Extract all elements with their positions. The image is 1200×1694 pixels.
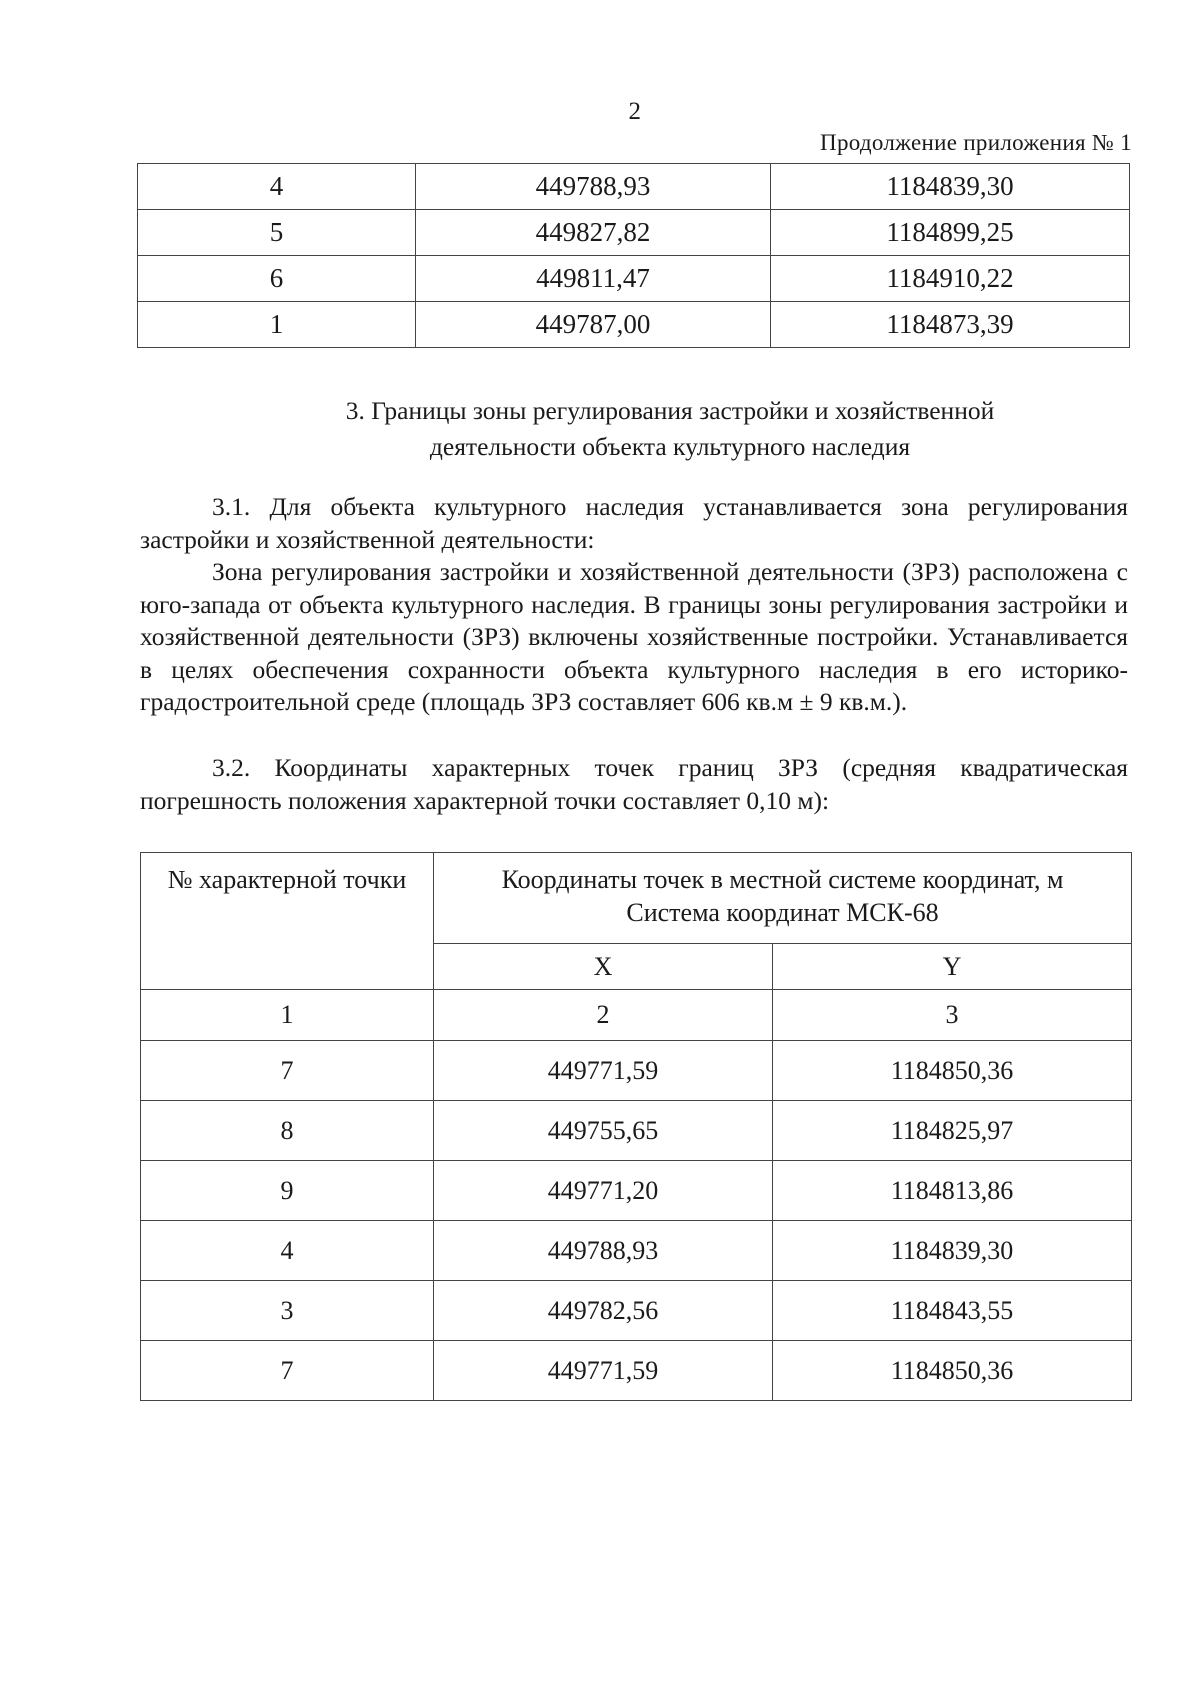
point-number: 5 — [138, 210, 416, 256]
table-row — [141, 1281, 1132, 1341]
coord-y: 1184899,25 — [771, 210, 1130, 256]
coord-y: 1184839,30 — [773, 1221, 1132, 1281]
top-coordinates-table — [137, 163, 1130, 348]
table-row — [138, 210, 1130, 256]
paragraph-3-2: 3.2. Координаты характерных точек границ ЗРЗ (средняя квадратическая погрешность положения характерной точки составляет 0,10 м): — [140, 753, 1128, 815]
header-coordinates — [434, 853, 1132, 944]
coord-y: 1184873,39 — [771, 302, 1130, 348]
coord-x: 449755,65 — [434, 1101, 773, 1161]
table-row — [141, 1101, 1132, 1161]
coord-x: 449811,47 — [416, 256, 771, 302]
coord-x: 449788,93 — [434, 1221, 773, 1281]
header-point-number: № характерной точки — [141, 853, 434, 990]
column-index-row — [141, 990, 1132, 1041]
table-row — [141, 1221, 1132, 1281]
point-number: 3 — [141, 1281, 434, 1341]
point-number: 8 — [141, 1101, 434, 1161]
point-number: 9 — [141, 1161, 434, 1221]
coord-x: 449771,59 — [434, 1341, 773, 1401]
coord-y: 1184813,86 — [773, 1161, 1132, 1221]
point-number: 4 — [141, 1221, 434, 1281]
header-y: Y — [773, 944, 1132, 990]
table-header-row — [141, 853, 1132, 944]
table-row — [138, 302, 1130, 348]
header-coordinates-line1: Координаты точек в местной системе координат, м — [501, 865, 1064, 894]
appendix-note: Продолжение приложения № 1 — [820, 130, 1132, 155]
section-heading-line2: деятельности объекта культурного наследия — [429, 432, 911, 461]
paragraph-3-1: 3.1. Для объекта культурного наследия устанавливается зона регулирования застройки и хозяйственной деятельности: — [140, 492, 1128, 554]
zrz-coordinates-table — [140, 852, 1132, 1401]
paragraph-zone-description: Зона регулирования застройки и хозяйственной деятельности (ЗРЗ) расположена с юго-запада от объекта культурного наследия. В границы зоны регулирования застройки и хозяйственной деятельности (ЗРЗ) включены хозяйственные постройки. Устанавливается в целях обеспечения сохранности объекта культурного наследия в его историко-градостроительной среде (площадь ЗРЗ составляет 606 кв.м ± 9 кв.м.). — [140, 557, 1128, 716]
coord-y: 1184839,30 — [771, 164, 1130, 210]
point-number: 7 — [141, 1041, 434, 1101]
page-number: 2 — [628, 98, 642, 125]
table-row — [138, 256, 1130, 302]
coord-y: 1184850,36 — [773, 1341, 1132, 1401]
table-row — [141, 1341, 1132, 1401]
coord-y: 1184850,36 — [773, 1041, 1132, 1101]
point-number: 4 — [138, 164, 416, 210]
header-x: X — [434, 944, 773, 990]
coord-y: 1184843,55 — [773, 1281, 1132, 1341]
table-row — [141, 1041, 1132, 1101]
coord-y: 1184910,22 — [771, 256, 1130, 302]
column-index: 2 — [434, 990, 773, 1041]
table-row — [138, 164, 1130, 210]
column-index: 1 — [141, 990, 434, 1041]
coord-y: 1184825,97 — [773, 1101, 1132, 1161]
coord-x: 449782,56 — [434, 1281, 773, 1341]
coord-x: 449827,82 — [416, 210, 771, 256]
point-number: 6 — [138, 256, 416, 302]
table-row — [141, 1161, 1132, 1221]
point-number: 7 — [141, 1341, 434, 1401]
coord-x: 449788,93 — [416, 164, 771, 210]
coord-x: 449771,59 — [434, 1041, 773, 1101]
section-heading-line1: 3. Границы зоны регулирования застройки и хозяйственной — [345, 396, 995, 425]
header-coordinates-line2: Система координат МСК-68 — [626, 898, 939, 927]
section-heading — [200, 393, 1140, 465]
column-index: 3 — [773, 990, 1132, 1041]
coord-x: 449787,00 — [416, 302, 771, 348]
point-number: 1 — [138, 302, 416, 348]
coord-x: 449771,20 — [434, 1161, 773, 1221]
